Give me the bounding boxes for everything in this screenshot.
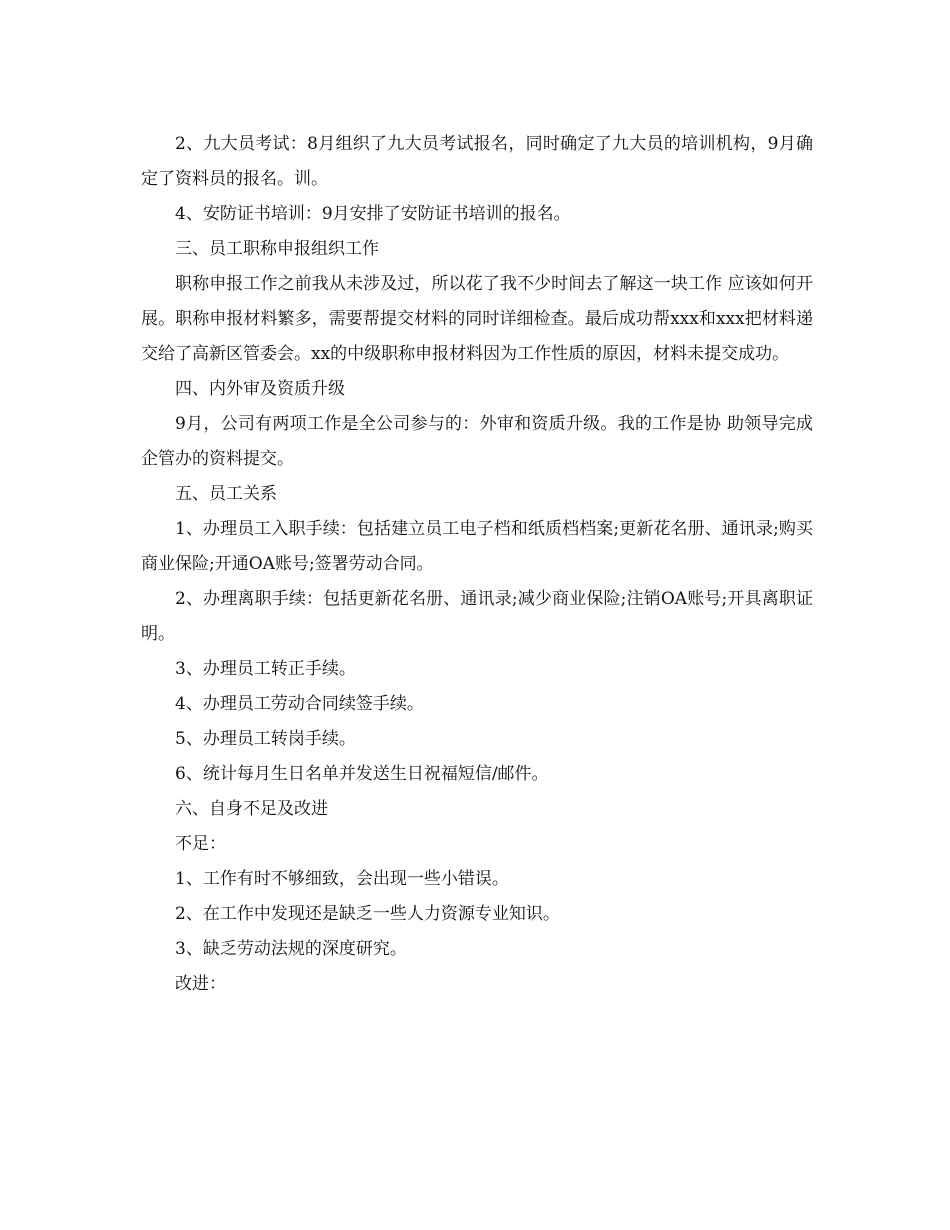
paragraph: 2、办理离职手续：包括更新花名册、通讯录;减少商业保险;注销OA账号;开具离职证明。 [141,589,813,644]
paragraph: 5、办理员工转岗手续。 [175,729,356,749]
paragraph: 4、办理员工劳动合同续签手续。 [175,694,424,714]
paragraph: 2、在工作中发现还是缺乏一些人力资源专业知识。 [175,904,560,924]
section-heading: 六、自身不足及改进 [175,799,328,819]
paragraph: 1、工作有时不够细致，会出现一些小错误。 [175,869,509,889]
section-heading: 四、内外审及资质升级 [175,379,345,399]
paragraph: 1、办理员工入职手续：包括建立员工电子档和纸质档档案;更新花名册、通讯录;购买商业保险;开通OA账号;签署劳动合同。 [141,519,813,574]
section-heading: 五、员工关系 [175,484,277,504]
paragraph: 9月，公司有两项工作是全公司参与的：外审和资质升级。我的工作是协 助领导完成企管办的资料提交。 [141,414,813,469]
paragraph: 2、九大员考试：8月组织了九大员考试报名，同时确定了九大员的培训机构，9月确定了资料员的报名。训。 [141,134,813,189]
paragraph: 6、统计每月生日名单并发送生日祝福短信/邮件。 [175,764,549,784]
paragraph: 职称申报工作之前我从未涉及过，所以花了我不少时间去了解这一块工作 应该如何开展。职称申报材料繁多，需要帮提交材料的同时详细检查。最后成功帮xxx和xxx把材料递交给了高新区管委会。xx的中级职称申报材料因为工作性质的原因，材料未提交成功。 [141,274,813,364]
paragraph: 3、缺乏劳动法规的深度研究。 [175,939,407,959]
paragraph: 不足： [175,834,226,854]
section-heading: 三、员工职称申报组织工作 [175,239,379,259]
paragraph: 改进： [175,974,226,994]
document-body [141,127,813,1002]
paragraph: 3、办理员工转正手续。 [175,659,356,679]
paragraph: 4、安防证书培训：9月安排了安防证书培训的报名。 [175,204,571,224]
